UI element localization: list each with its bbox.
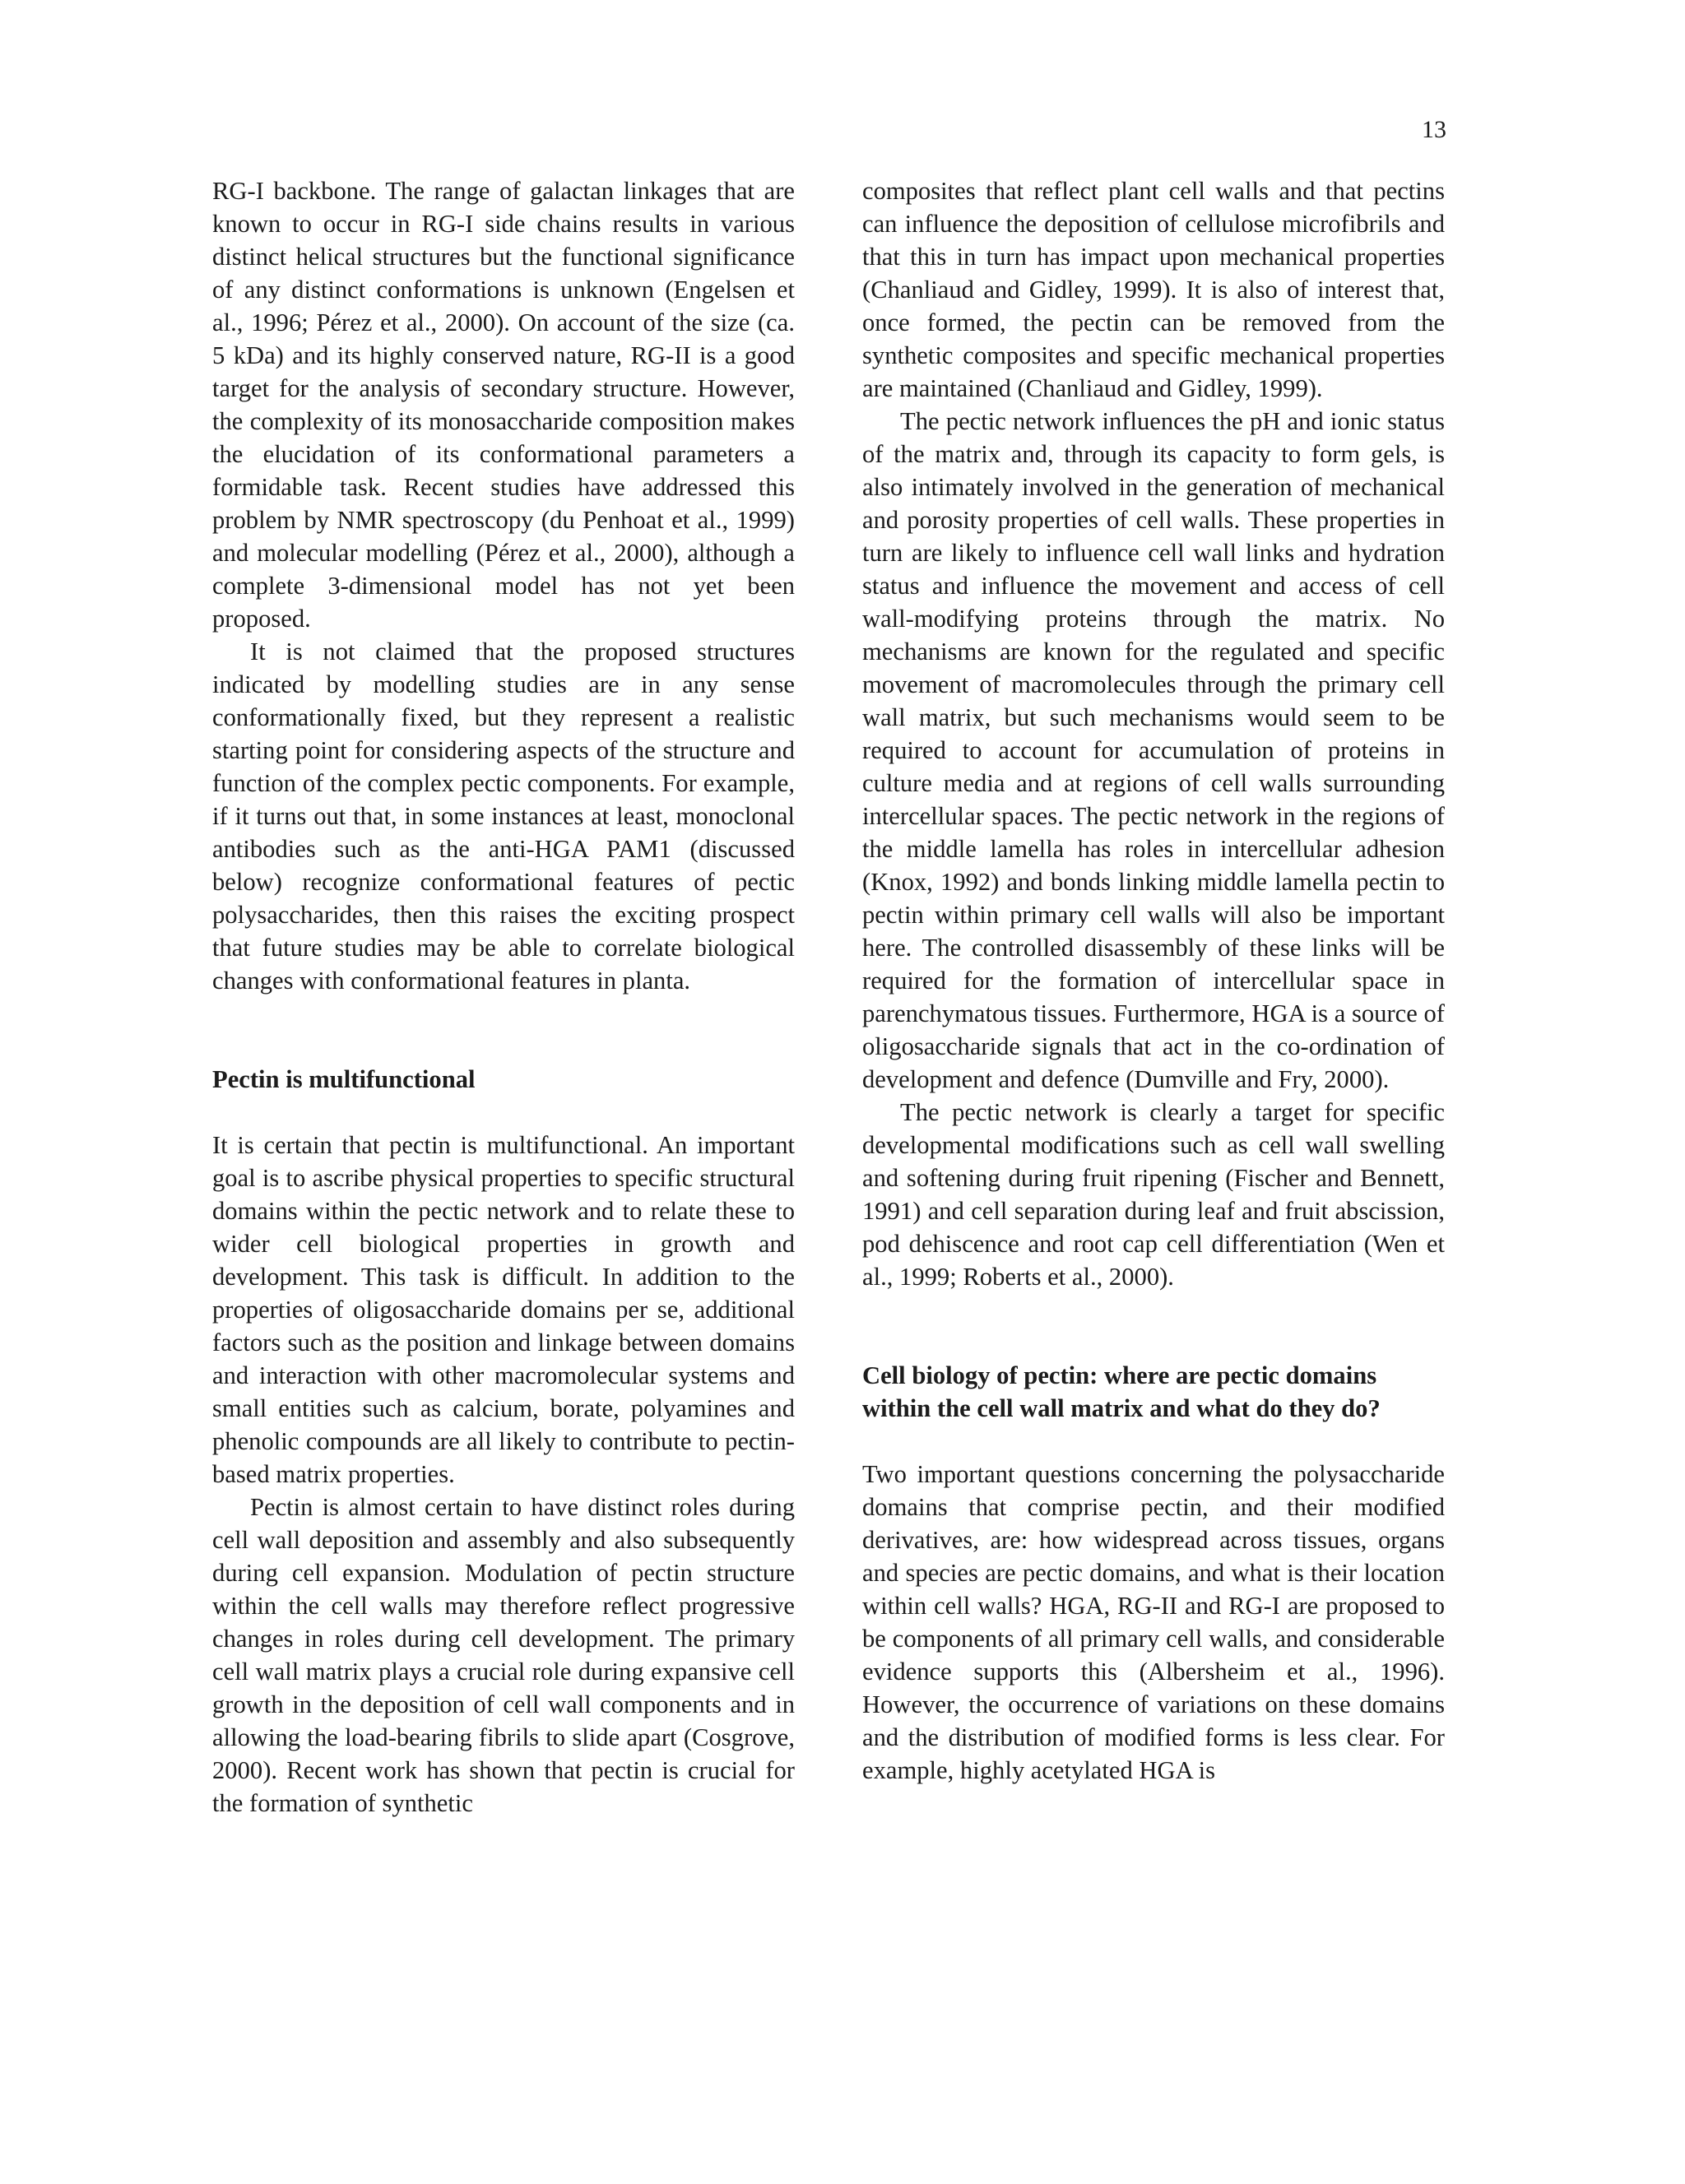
spacer: [862, 1425, 1445, 1458]
right-paragraph-2: The pectic network influences the pH and ionic status of the matrix and, through its capacity to form gels, is also intimately involved in the generation of mechanical and porosity properties of cell walls. These properties in turn are likely to influence cell wall links and hydration status and influence the movement and access of cell wall-modifying proteins through the matrix. No mechanisms are known for the regulated and specific movement of macromolecules through the primary cell wall matrix, but such mechanisms would seem to be required to account for accumulation of proteins in culture media and at regions of cell walls surrounding intercellular spaces. The pectic network in the regions of the middle lamella has roles in intercellular adhesion (Knox, 1992) and bonds linking middle lamella pectin to pectin within primary cell walls will also be important here. The controlled disassembly of these links will be required for the formation of intercellular space in parenchymatous tissues. Furthermore, HGA is a source of oligosaccharide signals that act in the co-ordination of development and defence (Dumville and Fry, 2000).: [862, 407, 1445, 1093]
left-paragraph-3: It is certain that pectin is multifunctional. An important goal is to ascribe physical properties to specific structural domains within the pectic network and to relate these to wider cell biological properties in growth and development. This task is difficult. In addition to the properties of oligosaccharide domains per se, additional factors such as the position and linkage between domains and interaction with other macromolecular systems and small entities such as calcium, borate, polyamines and phenolic compounds are all likely to contribute to pectin-based matrix properties.: [212, 1131, 795, 1488]
left-paragraph-1: RG-I backbone. The range of galactan linkages that are known to occur in RG-I side chains results in various distinct helical structures but the functional significance of any distinct conformations is unknown (Engelsen et al., 1996; Pérez et al., 2000). On account of the size (ca. 5 kDa) and its highly conserved nature, RG-II is a good target for the analysis of secondary structure. However, the complexity of its monosaccharide composition makes the elucidation of its conformational parameters a formidable task. Recent studies have addressed this problem by NMR spectroscopy (du Penhoat et al., 1999) and molecular modelling (Pérez et al., 2000), although a complete 3-dimensional model has not yet been proposed.: [212, 177, 795, 633]
right-paragraph-1: composites that reflect plant cell walls and that pectins can influence the deposition of cellulose microfibrils and that this in turn has impact upon mechanical properties (Chanliaud and Gidley, 1999). It is also of interest that, once formed, the pectin can be removed from the synthetic composites and specific mechanical properties are maintained (Chanliaud and Gidley, 1999).: [862, 177, 1445, 402]
section-heading-cell-biology: Cell biology of pectin: where are pectic domains within the cell wall matrix and what do they do?: [862, 1361, 1381, 1422]
section-heading-multifunctional: Pectin is multifunctional: [212, 1065, 476, 1093]
left-paragraph-4: Pectin is almost certain to have distinct roles during cell wall deposition and assembly and also subsequently during cell expansion. Modulation of pectin structure within the cell walls may therefore reflect progressive changes in roles during cell development. The primary cell wall matrix plays a crucial role during expansive cell growth in the deposition of cell wall components and in allowing the load-bearing fibrils to slide apart (Cosgrove, 2000). Recent work has shown that pectin is crucial for the formation of synthetic: [212, 1493, 795, 1817]
spacer: [862, 1293, 1445, 1359]
left-paragraph-2: It is not claimed that the proposed structures indicated by modelling studies are in any sense conformationally fixed, but they represent a realistic starting point for considering aspects of the structure and function of the complex pectic components. For example, if it turns out that, in some instances at least, monoclonal antibodies such as the anti-HGA PAM1 (discussed below) recognize conformational features of pectic polysaccharides, then this raises the exciting prospect that future studies may be able to correlate biological changes with conformational features in planta.: [212, 638, 795, 995]
left-column: [212, 174, 795, 1820]
right-paragraph-3: The pectic network is clearly a target for specific developmental modifications such as cell wall swelling and softening during fruit ripening (Fischer and Bennett, 1991) and cell separation during leaf and fruit abscission, pod dehiscence and root cap cell differentiation (Wen et al., 1999; Roberts et al., 2000).: [862, 1098, 1445, 1291]
spacer: [212, 1096, 795, 1129]
right-paragraph-4: Two important questions concerning the polysaccharide domains that comprise pectin, and their modified derivatives, are: how widespread across tissues, organs and species are pectic domains, and what is their location within cell walls? HGA, RG-II and RG-I are proposed to be components of all primary cell walls, and considerable evidence supports this (Albersheim et al., 1996). However, the occurrence of variations on these domains and the distribution of modified forms is less clear. For example, highly acetylated HGA is: [862, 1460, 1445, 1784]
page-number: 13: [1422, 116, 1446, 143]
spacer: [212, 997, 795, 1063]
right-column: [862, 174, 1445, 1787]
